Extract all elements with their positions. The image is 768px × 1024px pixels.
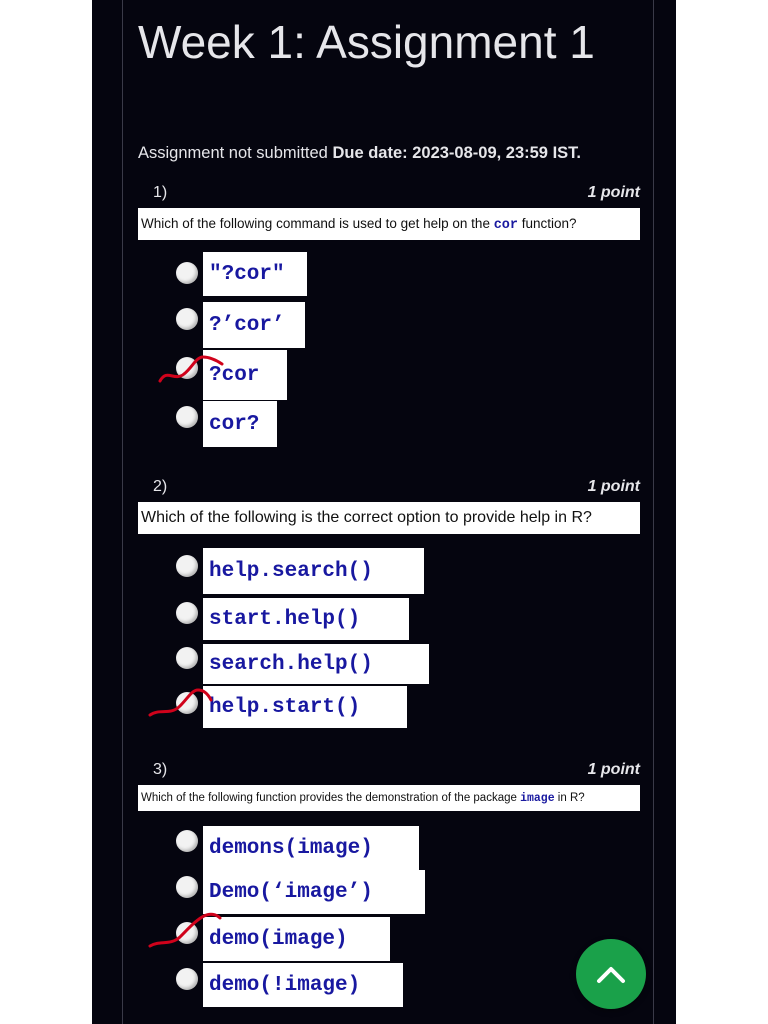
q1-answer-tick — [160, 357, 222, 381]
page-title: Week 1: Assignment 1 — [138, 16, 595, 68]
q2-option-3[interactable]: search.help() — [203, 644, 429, 684]
q3-option-1[interactable]: demons(image) — [203, 826, 419, 870]
q3-option-2[interactable]: Demo(‘image’) — [203, 870, 425, 914]
question-3-number: 3) — [153, 761, 168, 778]
q2-option-2[interactable]: start.help() — [203, 598, 409, 640]
question-3-text-code: image — [520, 792, 555, 805]
q2-answer-tick — [150, 690, 211, 715]
q2-option-4[interactable]: help.start() — [203, 686, 407, 728]
question-3-text-start: Which of the following function provides the demonstration of the package — [141, 792, 521, 804]
right-margin — [676, 0, 768, 1024]
question-2-number: 2) — [153, 478, 168, 495]
q1-option-3[interactable]: ?cor — [203, 350, 287, 400]
question-1-text-code: cor — [493, 218, 519, 233]
question-3-points: 1 point — [587, 761, 640, 778]
question-2-text-start: Which of the following is the correct option to provide help in R? — [141, 509, 592, 526]
q3-option-4[interactable]: demo(!image) — [203, 963, 403, 1007]
question-1-points: 1 point — [587, 184, 640, 201]
question-1-text-start: Which of the following command is used to get help on the — [141, 216, 494, 231]
due-date: Due date: 2023-08-09, 23:59 IST. — [332, 144, 581, 162]
q1-option-2[interactable]: ?’cor’ — [203, 302, 305, 348]
q3-option-3[interactable]: demo(image) — [203, 917, 390, 961]
q1-option-4[interactable]: cor? — [203, 401, 277, 447]
assignment-screen — [92, 0, 676, 1024]
answer-marks — [92, 0, 676, 1024]
question-3-text-end: in R? — [554, 792, 585, 804]
chevron-up-icon — [594, 957, 628, 991]
question-1-number: 1) — [153, 184, 168, 201]
question-1-text-end: function? — [518, 216, 577, 231]
question-2-points: 1 point — [587, 478, 640, 495]
q2-option-1[interactable]: help.search() — [203, 548, 424, 594]
scroll-to-top-button[interactable] — [576, 939, 646, 1009]
submission-status: Assignment not submitted — [138, 144, 328, 162]
q3-answer-tick — [150, 914, 220, 946]
left-margin — [0, 0, 92, 1024]
q1-option-1[interactable]: "?cor" — [203, 252, 307, 296]
